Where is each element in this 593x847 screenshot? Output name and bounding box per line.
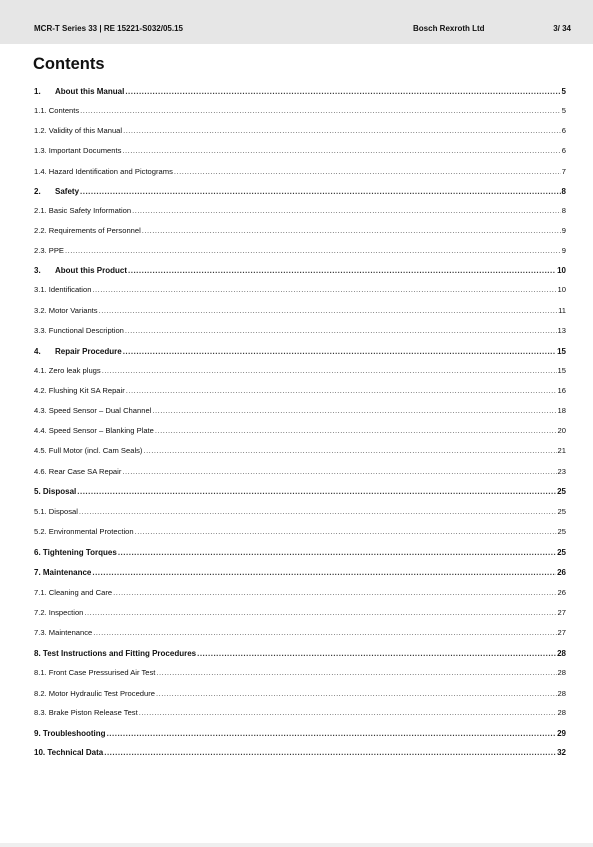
toc-leader-dots bbox=[132, 205, 561, 217]
toc-entry-page: 25 bbox=[557, 527, 566, 536]
toc-entry-title: 5. Disposal bbox=[34, 487, 77, 496]
toc-entry-page: 10 bbox=[557, 285, 566, 294]
toc-entry-title: 6. Tightening Torques bbox=[34, 548, 117, 557]
toc-entry-title: 2.3. PPE bbox=[34, 246, 64, 255]
toc-leader-dots bbox=[80, 186, 561, 198]
toc-entry-page: 15 bbox=[557, 366, 566, 375]
toc-entry-title: 3.2. Motor Variants bbox=[34, 306, 98, 315]
toc-entry[interactable] bbox=[34, 125, 566, 137]
toc-entry[interactable] bbox=[34, 707, 566, 719]
toc-leader-dots bbox=[197, 648, 556, 660]
toc-entry-page: 16 bbox=[557, 386, 566, 395]
toc-entry[interactable] bbox=[34, 587, 566, 599]
toc-entry-number: 1. bbox=[34, 87, 41, 96]
toc-entry-title: 5.2. Environmental Protection bbox=[34, 527, 134, 536]
page-header bbox=[0, 0, 593, 44]
toc-entry[interactable] bbox=[34, 265, 566, 277]
toc-entry-number: 2. bbox=[34, 187, 41, 196]
toc-entry-page: 10 bbox=[557, 266, 566, 275]
toc-leader-dots bbox=[156, 667, 556, 679]
toc-entry[interactable] bbox=[34, 425, 566, 437]
toc-entry-page: 26 bbox=[557, 588, 566, 597]
toc-entry-title: 7.2. Inspection bbox=[34, 608, 84, 617]
toc-leader-dots bbox=[92, 567, 556, 579]
toc-leader-dots bbox=[126, 385, 557, 397]
toc-entry[interactable] bbox=[34, 688, 566, 700]
toc-entry-title: 9. Troubleshooting bbox=[34, 729, 106, 738]
toc-leader-dots bbox=[128, 265, 556, 277]
toc-entry-title: 3.1. Identification bbox=[34, 285, 92, 294]
toc-entry-page: 8 bbox=[561, 187, 566, 196]
toc-entry-title: 4.2. Flushing Kit SA Repair bbox=[34, 386, 125, 395]
toc-leader-dots bbox=[113, 587, 556, 599]
toc-entry-number: 3. bbox=[34, 266, 41, 275]
toc-entry-page: 18 bbox=[557, 406, 566, 415]
toc-leader-dots bbox=[104, 747, 556, 759]
footer-divider bbox=[0, 843, 593, 847]
toc-entry-title: About this Product bbox=[55, 266, 127, 275]
toc-leader-dots bbox=[79, 506, 557, 518]
toc-entry[interactable] bbox=[34, 486, 566, 498]
toc-entry-title: 4.5. Full Motor (incl. Cam Seals) bbox=[34, 446, 143, 455]
toc-entry-page: 9 bbox=[561, 246, 566, 255]
toc-entry-title: 7.3. Maintenance bbox=[34, 628, 93, 637]
toc-leader-dots bbox=[99, 305, 558, 317]
toc-entry-title: 5.1. Disposal bbox=[34, 507, 78, 516]
toc-entry[interactable] bbox=[34, 567, 566, 579]
toc-entry-title: 4.4. Speed Sensor – Blanking Plate bbox=[34, 426, 154, 435]
toc-leader-dots bbox=[122, 466, 556, 478]
toc-entry[interactable] bbox=[34, 526, 566, 538]
toc-entry-title: Repair Procedure bbox=[55, 347, 122, 356]
toc-entry-title: 1.2. Validity of this Manual bbox=[34, 126, 123, 135]
toc-entry-page: 28 bbox=[557, 689, 566, 698]
toc-entry-page: 15 bbox=[557, 347, 566, 356]
toc-entry-page: 9 bbox=[561, 226, 566, 235]
toc-entry[interactable] bbox=[34, 166, 566, 178]
toc-entry-title: 1.1. Contents bbox=[34, 106, 80, 115]
toc-entry-page: 28 bbox=[557, 668, 566, 677]
toc-entry[interactable] bbox=[34, 466, 566, 478]
toc-leader-dots bbox=[84, 607, 556, 619]
toc-entry-page: 11 bbox=[558, 306, 566, 315]
toc-entry[interactable] bbox=[34, 667, 566, 679]
toc-entry[interactable] bbox=[34, 547, 566, 559]
toc-entry[interactable] bbox=[34, 105, 566, 117]
page-title: Contents bbox=[33, 55, 105, 73]
toc-entry-page: 25 bbox=[557, 507, 566, 516]
toc-entry-page: 27 bbox=[557, 628, 566, 637]
toc-leader-dots bbox=[102, 365, 557, 377]
toc-leader-dots bbox=[125, 86, 560, 98]
toc-leader-dots bbox=[143, 445, 556, 457]
toc-entry-number: 4. bbox=[34, 347, 41, 356]
toc-entry[interactable] bbox=[34, 747, 566, 759]
toc-entry-page: 27 bbox=[557, 608, 566, 617]
toc-entry-page: 5 bbox=[561, 87, 566, 96]
toc-entry-page: 28 bbox=[557, 649, 566, 658]
toc-entry[interactable] bbox=[34, 186, 566, 198]
page-number: 3/ 34 bbox=[553, 24, 571, 33]
toc-entry[interactable] bbox=[34, 385, 566, 397]
toc-entry[interactable] bbox=[34, 245, 566, 257]
toc-entry[interactable] bbox=[34, 346, 566, 358]
toc-entry[interactable] bbox=[34, 607, 566, 619]
toc-entry-page: 13 bbox=[557, 326, 566, 335]
toc-leader-dots bbox=[135, 526, 557, 538]
toc-entry-title: 10. Technical Data bbox=[34, 748, 104, 757]
toc-entry-page: 5 bbox=[561, 106, 566, 115]
toc-entry[interactable] bbox=[34, 365, 566, 377]
toc-entry-title: 8.2. Motor Hydraulic Test Procedure bbox=[34, 689, 155, 698]
toc-leader-dots bbox=[156, 688, 557, 700]
toc-entry-page: 21 bbox=[557, 446, 566, 455]
toc-leader-dots bbox=[65, 245, 561, 257]
toc-leader-dots bbox=[123, 125, 561, 137]
toc-entry[interactable] bbox=[34, 325, 566, 337]
toc-entry-title: 7.1. Cleaning and Care bbox=[34, 588, 113, 597]
toc-entry-page: 25 bbox=[557, 487, 566, 496]
company-name: Bosch Rexroth Ltd bbox=[413, 24, 485, 33]
toc-entry-title: 4.6. Rear Case SA Repair bbox=[34, 467, 122, 476]
toc-leader-dots bbox=[92, 284, 556, 296]
toc-leader-dots bbox=[93, 627, 556, 639]
toc-entry[interactable] bbox=[34, 145, 566, 157]
toc-entry-title: 2.2. Requirements of Personnel bbox=[34, 226, 141, 235]
toc-entry-page: 32 bbox=[557, 748, 566, 757]
toc-entry-title: 4.1. Zero leak plugs bbox=[34, 366, 101, 375]
toc-entry-title: 8.3. Brake Piston Release Test bbox=[34, 708, 138, 717]
toc-entry[interactable] bbox=[34, 648, 566, 660]
toc-entry-page: 20 bbox=[557, 426, 566, 435]
toc-entry-page: 6 bbox=[561, 126, 566, 135]
toc-entry[interactable] bbox=[34, 728, 566, 740]
toc-leader-dots bbox=[174, 166, 561, 178]
toc-entry[interactable] bbox=[34, 405, 566, 417]
toc-leader-dots bbox=[122, 145, 560, 157]
document-id: MCR-T Series 33 | RE 15221-S032/05.15 bbox=[34, 24, 183, 33]
toc-entry-page: 6 bbox=[561, 146, 566, 155]
toc-entry-page: 7 bbox=[561, 167, 566, 176]
toc-entry-title: About this Manual bbox=[55, 87, 125, 96]
toc-entry-title: Safety bbox=[55, 187, 80, 196]
toc-leader-dots bbox=[118, 547, 556, 559]
toc-entry[interactable] bbox=[34, 445, 566, 457]
toc-leader-dots bbox=[152, 405, 556, 417]
toc-entry[interactable] bbox=[34, 86, 566, 98]
toc-entry[interactable] bbox=[34, 506, 566, 518]
toc-entry[interactable] bbox=[34, 225, 566, 237]
toc-entry[interactable] bbox=[34, 205, 566, 217]
toc-entry[interactable] bbox=[34, 305, 566, 317]
toc-leader-dots bbox=[123, 346, 556, 358]
toc-entry-title: 3.3. Functional Description bbox=[34, 326, 124, 335]
toc-leader-dots bbox=[80, 105, 561, 117]
toc-leader-dots bbox=[155, 425, 557, 437]
toc-entry-page: 28 bbox=[557, 708, 566, 717]
toc-entry-page: 8 bbox=[561, 206, 566, 215]
toc-entry[interactable] bbox=[34, 284, 566, 296]
toc-leader-dots bbox=[107, 728, 557, 740]
toc-entry-title: 2.1. Basic Safety Information bbox=[34, 206, 132, 215]
toc-entry-title: 7. Maintenance bbox=[34, 568, 92, 577]
toc-leader-dots bbox=[142, 225, 561, 237]
toc-entry-page: 25 bbox=[557, 548, 566, 557]
toc-entry-title: 4.3. Speed Sensor – Dual Channel bbox=[34, 406, 152, 415]
toc-entry[interactable] bbox=[34, 627, 566, 639]
toc-entry-title: 1.4. Hazard Identification and Pictograms bbox=[34, 167, 173, 176]
toc-entry-page: 26 bbox=[557, 568, 566, 577]
toc-entry-title: 8. Test Instructions and Fitting Procedures bbox=[34, 649, 197, 658]
toc-entry-title: 1.3. Important Documents bbox=[34, 146, 122, 155]
toc-leader-dots bbox=[77, 486, 556, 498]
toc-leader-dots bbox=[125, 325, 557, 337]
toc-leader-dots bbox=[139, 707, 557, 719]
toc-entry-title: 8.1. Front Case Pressurised Air Test bbox=[34, 668, 156, 677]
toc-entry-page: 23 bbox=[557, 467, 566, 476]
toc-entry-page: 29 bbox=[557, 729, 566, 738]
